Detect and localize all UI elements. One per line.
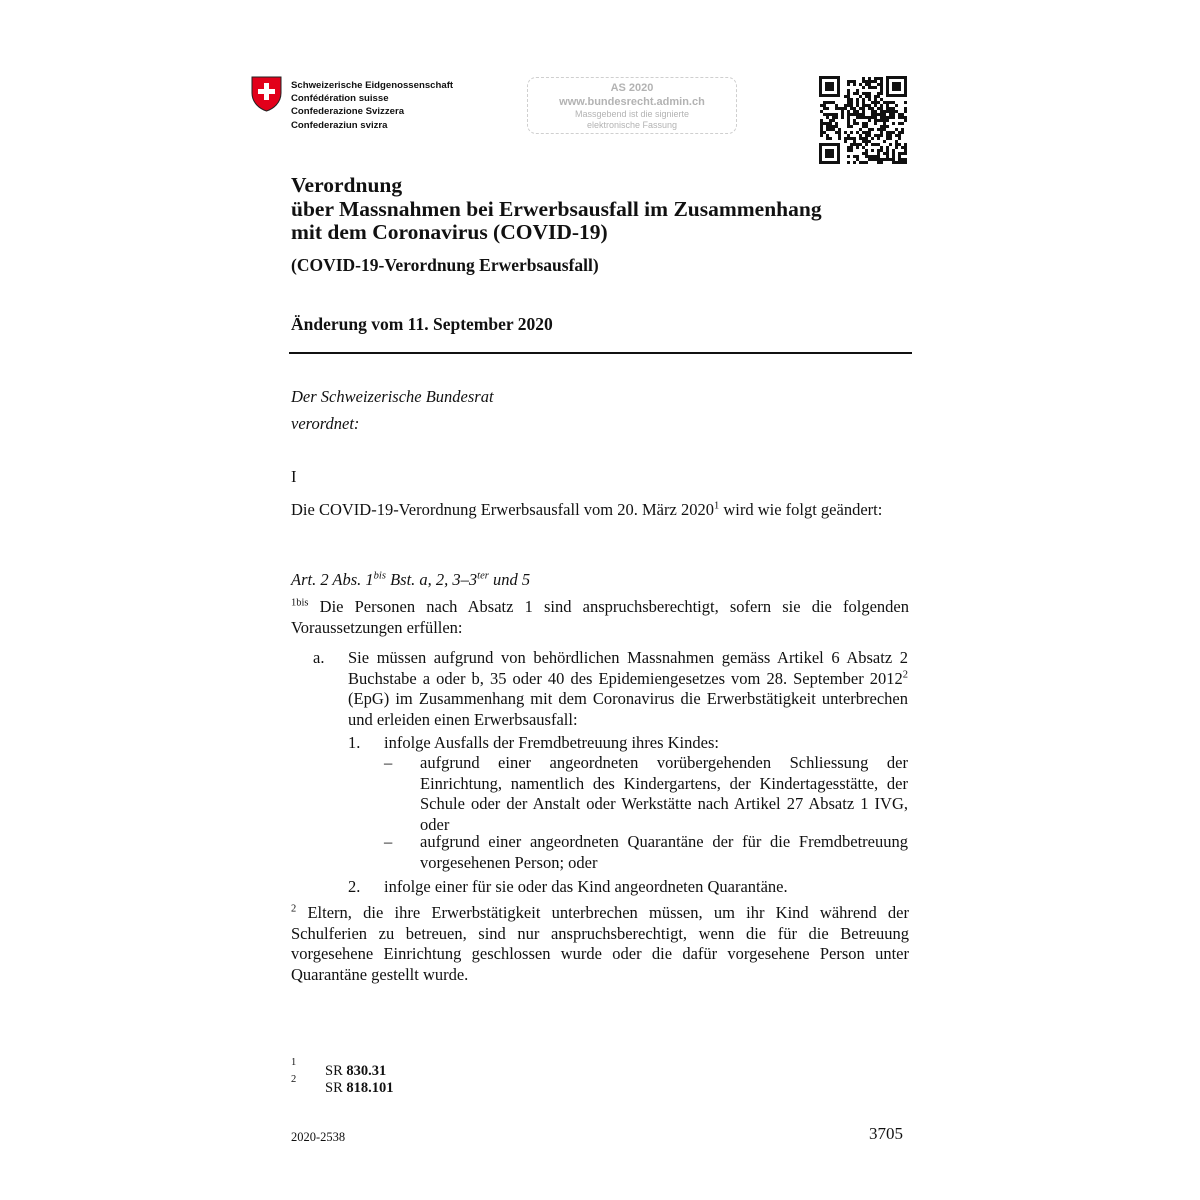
confederation-name-rm: Confederaziun svizra [291, 119, 388, 131]
amendment-clause [291, 500, 909, 521]
article-heading-part: und 5 [488, 570, 531, 589]
letter-a-text [348, 648, 908, 730]
dash-mark: – [384, 832, 393, 851]
title-line-1: Verordnung [291, 173, 403, 197]
stamp-collection-year: AS 2020 [610, 82, 654, 94]
paragraph-text: Die Personen nach Absatz 1 sind anspruchsberechtigt, sofern sie die folgenden Voraussetzungen erfüllen: [291, 597, 909, 637]
paragraph-2 [291, 903, 909, 985]
dash-mark: – [384, 753, 393, 772]
dash-item-closure: aufgrund einer angeordneten vorübergehenden Schliessung der Einrichtung, namentlich des Kindergartens, der Kindertagesstätte, der Schule oder der Anstalt oder Werkstätte nach Artikel 27 Absatz 1 IVG, oder [420, 753, 908, 834]
preamble-decrees: verordnet: [291, 414, 360, 433]
article-heading [291, 570, 530, 590]
footnote-number [291, 1076, 296, 1093]
short-title: (COVID-19-Verordnung Erwerbsausfall) [291, 255, 599, 275]
footnote-number [291, 1059, 296, 1076]
letter-a-text-part: Sie müssen aufgrund von behördlichen Massnahmen gemäss Artikel 6 Absatz 2 Buchstabe a oder b, 35 oder 40 des Epidemiengesetzes vom 28. September 2012 [348, 648, 908, 688]
title-divider [289, 352, 912, 354]
item-mark: 1. [348, 733, 361, 752]
paragraph-number: 1bis [291, 597, 309, 609]
amendment-clause-text: Die COVID-19-Verordnung Erwerbsausfall vom 20. März 2020 [291, 500, 714, 519]
document-id: 2020-2538 [291, 1130, 346, 1144]
preamble-authority: Der Schweizerische Bundesrat [291, 387, 494, 406]
article-heading-sup: ter [477, 570, 489, 582]
official-collection-stamp [527, 77, 737, 134]
confederation-name-de: Schweizerische Eidgenossenschaft [291, 80, 454, 91]
footnote-ref-2: 2 [902, 669, 908, 680]
amendment-clause-text-end: wird wie folgt geändert: [719, 500, 883, 519]
footnote-reference: 818.101 [346, 1080, 394, 1096]
page-number: 3705 [869, 1124, 903, 1143]
footnote-number-value: 2 [291, 1074, 297, 1086]
qr-code [819, 76, 907, 164]
footnote-prefix: SR [325, 1063, 347, 1079]
stamp-note-line1: Massgebend ist die signierte [574, 109, 690, 119]
article-heading-sup: bis [373, 570, 386, 582]
footnote-prefix: SR [325, 1080, 347, 1096]
footnote-number-value: 1 [291, 1057, 297, 1069]
swiss-coat-of-arms-logo [251, 76, 282, 112]
confederation-name-fr: Confédération suisse [291, 93, 389, 105]
paragraph-number: 2 [291, 903, 297, 915]
item-mark: 2. [348, 877, 361, 896]
confederation-names [291, 79, 453, 132]
footnote-ref-1: 1 [713, 500, 720, 512]
article-heading-part: Art. 2 Abs. 1 [291, 570, 374, 589]
letter-a-text-part: (EpG) im Zusammenhang mit dem Coronavirus die Erwerbstätigkeit unterbrechen und erleiden einen Erwerbsausfall: [348, 689, 908, 729]
title-line-3: mit dem Coronavirus (COVID-19) [291, 220, 608, 244]
paragraph-1bis [291, 597, 909, 638]
letter-mark: a. [313, 648, 325, 667]
title-line-2: über Massnahmen bei Erwerbsausfall im Zusammenhang [291, 196, 822, 221]
confederation-name-it: Confederazione Svizzera [291, 106, 405, 118]
dash-item-quarantine: aufgrund einer angeordneten Quarantäne der für die Fremdbetreuung vorgesehenen Person; oder [420, 832, 908, 872]
footnote-1 [325, 1063, 386, 1080]
item-1-text: infolge Ausfalls der Fremdbetreuung ihres Kindes: [384, 733, 719, 752]
preamble [291, 383, 494, 437]
footnote-reference: 830.31 [346, 1063, 387, 1079]
stamp-note-line2: elektronische Fassung [586, 120, 678, 130]
item-2-text: infolge einer für sie oder das Kind angeordneten Quarantäne. [384, 877, 788, 896]
document-title [291, 174, 931, 245]
paragraph-text: Eltern, die ihre Erwerbstätigkeit unterbrechen müssen, um ihr Kind während der Schulferien zu betreuen, sind nur anspruchsberechtigt, wenn die für die Betreuung vorgesehene Einrichtung geschlossen wurde oder die dafür vorgesehene Person unter Quarantäne gestellt wurde. [291, 903, 909, 984]
section-number: I [291, 467, 297, 486]
stamp-website: www.bundesrecht.admin.ch [559, 96, 705, 108]
article-heading-part: Bst. a, 2, 3–3 [385, 570, 478, 589]
amendment-date: Änderung vom 11. September 2020 [291, 314, 553, 334]
footnote-2 [325, 1080, 394, 1097]
